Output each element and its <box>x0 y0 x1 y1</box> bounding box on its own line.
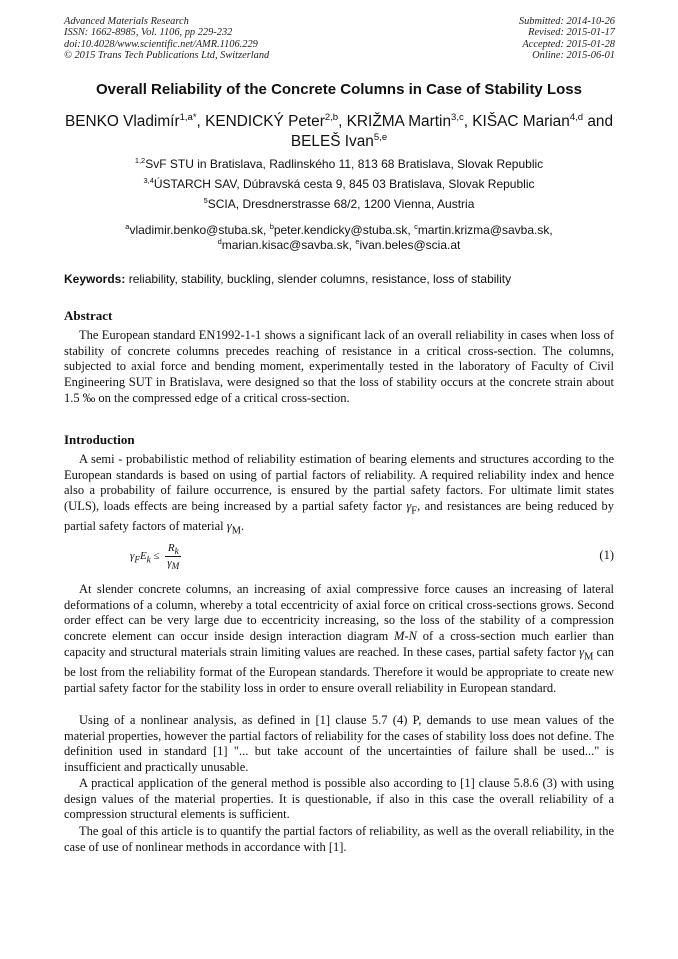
introduction-paragraph-1: A semi - probabilistic method of reliability estimation of bearing elements and structures according to the European standards is based on using of partial factors of reliability. A required reliability index and hence also a probability of failure occurrence, is ensured by the partial safety factors. For ultimate limit states (ULS), loads effects are being increased by a partial safety factor $\gamma_F$, and resistances are being reduced by partial safety factors of material $\gamma_M$. <box>64 452 614 537</box>
author-affiliation-mark: 4,d <box>569 111 584 123</box>
accepted-date: Accepted: 2015-01-28 <box>522 38 615 50</box>
equation-number: (1) <box>599 548 614 562</box>
affiliation: $^{1,2}$SvF STU in Bratislava, Radlinského 11, 813 68 Bratislava, Slovak Republic <box>134 156 544 171</box>
email-link[interactable]: peter.kendicky@stuba.sk <box>273 223 408 237</box>
author-name: BENKO Vladimír <box>64 113 180 130</box>
author-name: KIŠAC Marian <box>472 113 570 130</box>
online-date: Online: 2015-06-01 <box>532 50 615 62</box>
doi-line: doi:10.4028/www.scientific.net/AMR.1106.229 <box>64 38 258 50</box>
equation-fraction: $\frac{R_k}{\gamma_M}$ <box>167 542 180 572</box>
copyright-line: © 2015 Trans Tech Publications Ltd, Switzerland <box>64 50 270 62</box>
author-affiliation-mark: 5,e <box>373 131 388 143</box>
author-emails: $^a$vladimir.benko@stuba.sk, $^b$peter.kendicky@stuba.sk, $^c$martin.krizma@savba.sk, $^d$marian.kisac@savba.sk, $^e$ivan.beles@scia.at <box>125 222 553 252</box>
email-link[interactable]: marian.kisac@savba.sk <box>221 237 349 252</box>
introduction-paragraph-4: A practical application of the general method is possible also according to [1] clause 5.8.6 (3) with using design values of the material properties. It is questionable, if also in this case the overall reliability of a compression structural elements is sufficient. <box>64 776 614 822</box>
introduction-paragraph-3: Using of a nonlinear analysis, as defined in [1] clause 5.7 (4) P, demands to use mean values of the material properties, however the partial factors of reliability for the cases of stability loss does not define. The definition used in standard [1] "... but take account of the uncertainties of failure shall be used..." is insufficient and practically unusable. <box>64 713 614 775</box>
author-affiliation-mark: 1,a* <box>179 111 197 123</box>
affiliation: $^{3,4}$ÚSTARCH SAV, Dúbravská cesta 9, 845 03 Bratislava, Slovak Republic <box>143 176 535 191</box>
email-link[interactable]: ivan.beles@scia.at <box>359 237 461 252</box>
abstract-heading: Abstract <box>64 308 113 323</box>
author-name: KRIŽMA Martin <box>346 113 452 130</box>
abstract-text: The European standard EN1992-1-1 shows a significant lack of an overall reliability in cases when loss of stability of concrete columns precedes reaching of resistance in a critical cross-section. The columns, subjected to axial force and bending moment, experimentally tested in the laboratory of Faculty of Civil Engineering SUT in Bratislava, were designed so that the loss of stability occurs at the concrete strain about 1.5 ‰ on the compressed edge of a critical cross-section. <box>64 328 614 405</box>
paper-title: Overall Reliability of the Concrete Columns in Case of Stability Loss <box>96 81 582 98</box>
author-name: BELEŠ Ivan <box>290 133 374 150</box>
introduction-heading: Introduction <box>64 432 135 447</box>
journal-header-right <box>519 16 615 62</box>
author-affiliation-mark: 2,b <box>324 111 339 123</box>
introduction-paragraph-2: At slender concrete columns, an increasing of axial compressive force causes an increasing of lateral deformations of a column, whereby a total eccentricity of axial force on critical cross-sections grows. Second order effect can be very large due to eccentricity increasing, so the loss of the stability of a compression concrete element can occur inside design interaction diagram M-N of a cross-section much earlier than capacity and structural materials strain limiting values are reached. In these cases, partial safety factor $\gamma_M$ can be lost from the reliability format of the European standards. Therefore it would be appropriate to create new partial safety factor for the stability loss in order to ensure overall reliability in European standard. <box>64 582 614 695</box>
introduction-paragraph-5: The goal of this article is to quantify the partial factors of reliability, as well as the overall reliability, in the case of use of nonlinear methods in accordance with [1]. <box>64 824 614 854</box>
issn-line: ISSN: 1662-8985, Vol. 1106, pp 229-232 <box>64 27 233 39</box>
author-name: KENDICKÝ Peter <box>205 113 325 130</box>
author-affiliation-mark: 3,c <box>451 111 464 123</box>
journal-name: Advanced Materials Research <box>64 16 189 27</box>
email-link[interactable]: vladimir.benko@stuba.sk <box>129 223 264 237</box>
keywords-label: Keywords: <box>64 272 126 286</box>
revised-date: Revised: 2015-01-17 <box>528 27 615 39</box>
author-list: BENKO Vladimír$^{1,a*}$, KENDICKÝ Peter$^{2,b}$, KRIŽMA Martin$^{3,c}$, KIŠAC Marian$^{4,d}$ and BELEŠ Ivan$^{5,e}$ <box>64 111 614 150</box>
email-link[interactable]: martin.krizma@savba.sk <box>417 223 550 237</box>
affiliation: $^5$SCIA, Dresdnerstrasse 68/2, 1200 Vienna, Austria <box>203 196 475 211</box>
equation-1: $\gamma_FE_k$ ≤ $\frac{R_k}{\gamma_M}$ <box>130 542 180 572</box>
keywords-line <box>64 272 624 286</box>
journal-header-left <box>64 16 269 62</box>
keywords-text: reliability, stability, buckling, slender columns, resistance, loss of stability <box>128 272 512 286</box>
submitted-date: Submitted: 2014-10-26 <box>518 16 615 27</box>
